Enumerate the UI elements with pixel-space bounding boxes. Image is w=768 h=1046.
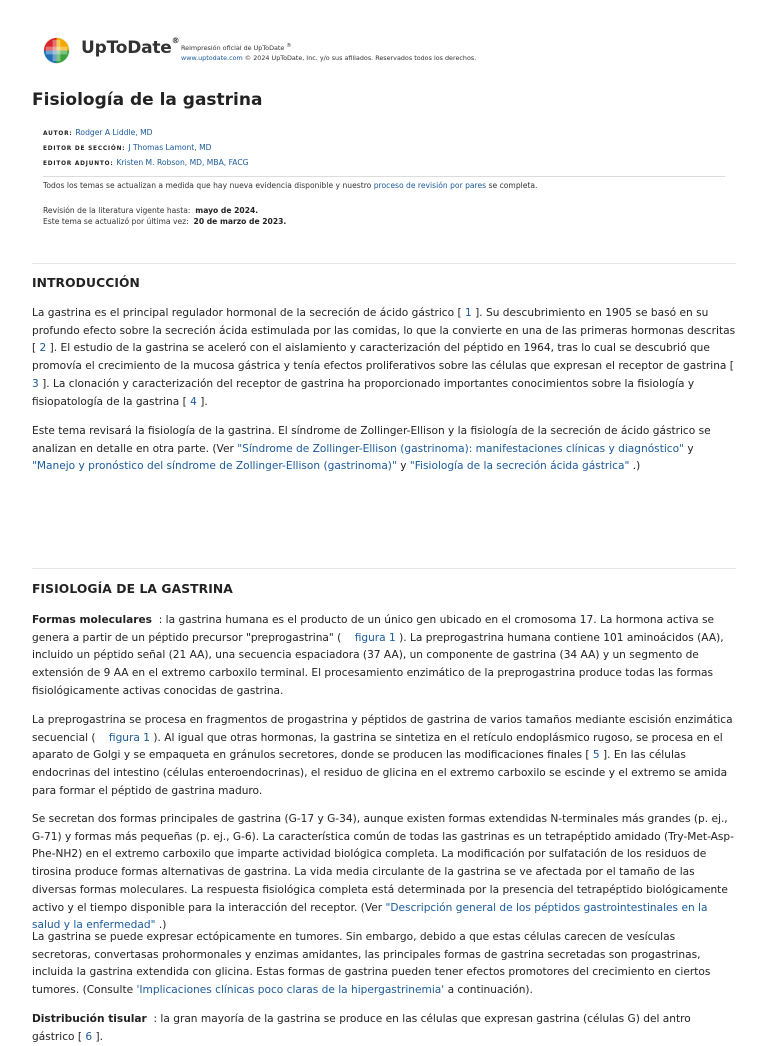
section-link[interactable]: 'Implicaciones clínicas poco claras de la hipergastrinemia' — [136, 984, 445, 997]
divider — [32, 263, 736, 264]
subheading-molecular-forms: Formas moleculares — [32, 614, 152, 626]
topic-link[interactable]: "Fisiología de la secreción ácida gástrica" — [409, 460, 630, 473]
reference-link[interactable]: 3 — [32, 377, 39, 390]
reprint-header — [42, 36, 742, 66]
physiology-paragraph-tissue-distribution: Distribución tisular : la gran mayoría de la gastrina se produce en las células que expresan gastrina (células G) del antro gástrico [ 6 ]. — [32, 1013, 691, 1043]
reference-link[interactable]: 4 — [190, 395, 197, 408]
subheading-tissue-distribution: Distribución tisular — [32, 1013, 147, 1025]
section-editor-link[interactable]: J Thomas Lamont, MD — [128, 143, 212, 152]
figure-link[interactable]: figura 1 — [354, 631, 396, 644]
byline-author: AUTOR: Rodger A Liddle, MD — [43, 128, 153, 137]
reference-link[interactable]: 6 — [85, 1030, 93, 1043]
review-dates: Revisión de la literatura vigente hasta: mayo de 2024. Este tema se actualizó por última vez: 20 de marzo de 2023. — [43, 206, 287, 226]
intro-paragraph-2: Este tema revisará la fisiología de la gastrina. El síndrome de Zollinger-Ellison y la fisiología de la secreción de ácido gástrico se analizan en detalle en otra parte. (Ver "Síndrome de Zollinger-Ellison (gastrinoma): manifestaciones clínicas y diagnóstico" y "Manejo y pronóstico del síndrome de Zollinger-Ellison (gastrinoma)" y "Fisiología de la secreción ácida gástrica" .) — [32, 425, 711, 473]
reprint-notice: Reimpresión oficial de UpToDate ® www.uptodate.com © 2024 UpToDate, Inc. y/o sus afiliados. Reservados todos los derechos. — [181, 43, 477, 63]
deputy-editor-link[interactable]: Kristen M. Robson, MD, MBA, FACG — [116, 158, 249, 167]
page-title: Fisiología de la gastrina — [32, 90, 263, 110]
topic-link[interactable]: "Descripción general de los péptidos gastrointestinales en la salud y la enfermedad" — [32, 901, 708, 932]
topic-link[interactable]: "Manejo y pronóstico del síndrome de Zollinger-Ellison (gastrinoma)" — [32, 460, 397, 473]
physiology-paragraph-molecular-forms: Formas moleculares : la gastrina humana es el producto de un único gen ubicado en el cromosoma 17. La hormona activa se genera a partir de un péptido precursor "preprogastrina" ( figura 1 ). La preprogastrina humana contiene 101 aminoácidos (AA), incluido un péptido señal (21 AA), una secuencia espaciadora (37 AA), un componente de gastrina (34 AA) y un segmento de extensión de 9 AA en el extremo carboxilo terminal. El procesamiento enzimático de la preprogastrina produce todas las formas fisiológicamente activas conocidas de gastrina. — [32, 614, 724, 697]
physiology-paragraph-3: Se secretan dos formas principales de gastrina (G-17 y G-34), aunque existen formas extendidas N-terminales más grandes (p. ej., G-71) y formas más pequeñas (p. ej., G-6). La característica común de todas las gastrinas es un tetrapéptido amidado (Try-Met-Asp-Phe-NH2) en el extremo carboxilo que imparte actividad biológica completa. La modificación por sulfatación de los residuos de tirosina produce formas alternativas de gastrina. La vida media circulante de la gastrina se ve afectada por el tamaño de las diversas formas moleculares. La respuesta fisiológica completa está determinada por la presencia del tetrapéptido biológicamente activo y el tiempo disponible para la interacción del receptor. (Ver "Descripción general de los péptidos gastrointestinales en la salud y la enfermedad" .) — [32, 813, 734, 932]
author-link[interactable]: Rodger A Liddle, MD — [75, 128, 153, 137]
physiology-paragraph-4: La gastrina se puede expresar ectópicamente en tumores. Sin embargo, debido a que estas células carecen de vesículas secretoras, convertasas prohormonales y enzimas amidantes, las principales formas de gastrina secretadas son progastrinas, incluida la gastrina extendida con glicina. Estas formas de gastrina pueden tener efectos promotores del crecimiento en ciertos tumores. (Consulte 'Implicaciones clínicas poco claras de la hipergastrinemia' a continuación). — [32, 931, 711, 997]
divider — [32, 568, 736, 569]
brand-name: UpToDate® — [81, 36, 180, 58]
intro-paragraph-1: La gastrina es el principal regulador hormonal de la secreción de ácido gástrico [ 1 ]. Su descubrimiento en 1905 se basó en su profundo efecto sobre la secreción ácida estimulada por las comidas, lo que la convierte en una de las primeras hormonas descritas [ 2 ]. El estudio de la gastrina se aceleró con el aislamiento y caracterización del péptido en 1964, tras lo cual se descubrió que promovía el crecimiento de la mucosa gástrica y tenía efectos proliferativos sobre las células que expresan el receptor de gastrina [ 3 ]. La clonación y caracterización del receptor de gastrina ha proporcionado importantes conocimientos sobre la fisiología y fisiopatología de la gastrina [ 4 ]. — [32, 307, 736, 408]
figure-link[interactable]: figura 1 — [108, 731, 150, 744]
reference-link[interactable]: 1 — [464, 307, 472, 319]
reference-link[interactable]: 2 — [39, 342, 47, 355]
divider — [43, 176, 725, 177]
section-heading-physiology: FISIOLOGÍA DE LA GASTRINA — [32, 582, 233, 596]
byline — [43, 126, 249, 171]
uptodate-site-link[interactable]: www.uptodate.com — [181, 54, 243, 63]
physiology-paragraph-2: La preprogastrina se procesa en fragmentos de progastrina y péptidos de gastrina de varios tamaños mediante escisión enzimática secuencial ( figura 1 ). Al igual que otras hormonas, la gastrina se sintetiza en el retículo endoplásmico rugoso, se procesa en el aparato de Golgi y se empaqueta en gránulos secretores, donde se producen las modificaciones finales [ 5 ]. En las células endocrinas del intestino (células enteroendocrinas), el residuo de glicina en el extremo carboxilo se escinde y el extremo se amida para formar el péptido de gastrina maduro. — [32, 714, 733, 797]
uptodate-logo-icon — [42, 36, 71, 65]
reference-link[interactable]: 5 — [592, 749, 600, 762]
byline-deputy-editor: EDITOR ADJUNTO: Kristen M. Robson, MD, MBA, FACG — [43, 158, 249, 167]
section-heading-introduction: INTRODUCCIÓN — [32, 276, 140, 290]
topic-link[interactable]: "Síndrome de Zollinger-Ellison (gastrinoma): manifestaciones clínicas y diagnóstico" — [237, 442, 684, 455]
update-note: Todos los temas se actualizan a medida que hay nueva evidencia disponible y nuestro proceso de revisión por pares se completa. — [43, 181, 538, 190]
byline-section-editor: EDITOR DE SECCIÓN: J Thomas Lamont, MD — [43, 143, 212, 152]
peer-review-link[interactable]: proceso de revisión por pares — [373, 181, 487, 190]
